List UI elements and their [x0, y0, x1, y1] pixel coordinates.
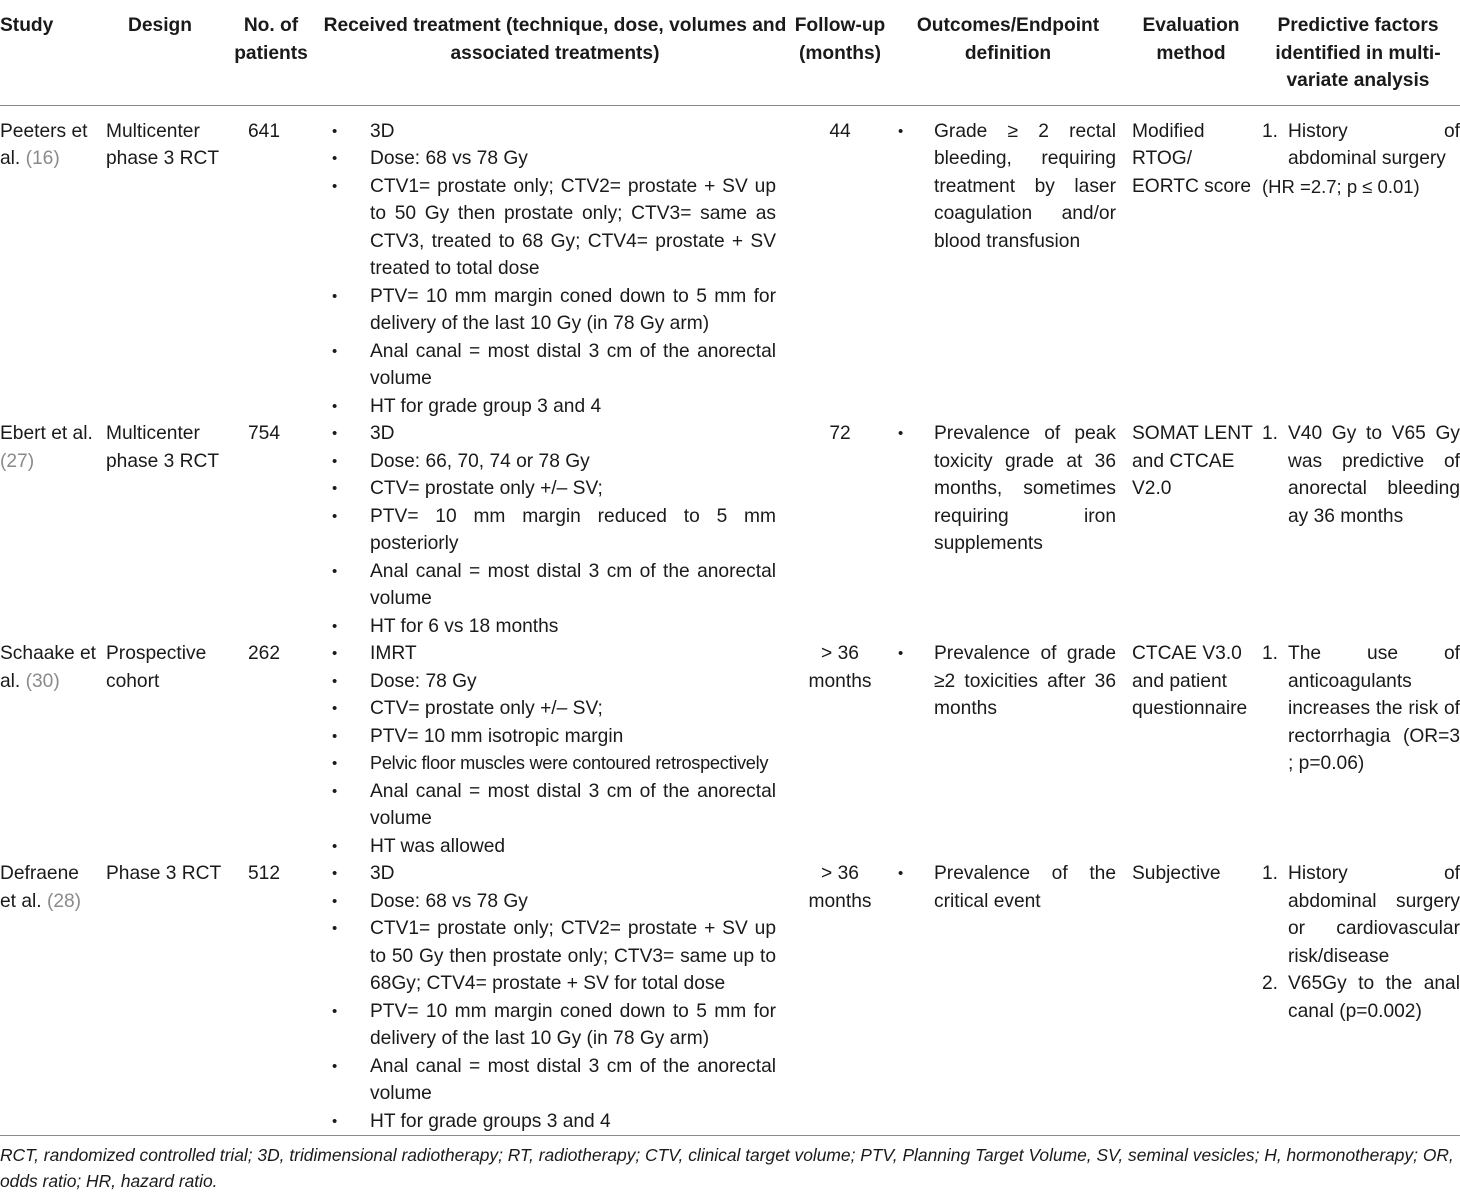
header-evaluation: Evaluation method	[1126, 0, 1256, 105]
predictive-cell	[1256, 420, 1460, 640]
treatment-item: • 3D	[320, 118, 790, 146]
table-row	[0, 420, 1460, 640]
reference-link[interactable]: (30)	[26, 671, 60, 692]
treatment-item: • HT was allowed	[320, 833, 790, 861]
outcome-item: • Grade ≥ 2 rectal bleeding, requiring treatment by laser coagulation and/or blood transfusion	[890, 118, 1126, 256]
study-name: Defraene et al.	[0, 863, 79, 912]
followup-cell: 72	[790, 420, 890, 640]
treatment-item: • IMRT	[320, 640, 790, 668]
design-cell: Multicenter phase 3 RCT	[98, 105, 222, 420]
treatment-item: • PTV= 10 mm isotropic margin	[320, 723, 790, 751]
reference-link[interactable]: (28)	[47, 891, 81, 912]
design-cell: Multicenter phase 3 RCT	[98, 420, 222, 640]
patients-cell: 754	[222, 420, 320, 640]
table-footnote: RCT, randomized controlled trial; 3D, tridimensional radiotherapy; RT, radiotherapy; CTV, clinical target volume; PTV, Planning Target Volume, SV, seminal vesicles; H, hormonotherapy; OR, odds ratio; HR, hazard ratio.	[0, 1136, 1460, 1194]
footnote-row	[0, 1136, 1460, 1194]
outcome-cell	[890, 420, 1126, 640]
outcome-cell	[890, 860, 1126, 1136]
header-patients: No. of patients	[222, 0, 320, 105]
treatment-item: • PTV= 10 mm margin coned down to 5 mm for delivery of the last 10 Gy (in 78 Gy arm)	[320, 283, 790, 338]
treatment-item: • Anal canal = most distal 3 cm of the anorectal volume	[320, 1053, 790, 1108]
treatment-item: • 3D	[320, 420, 790, 448]
treatment-item: • Anal canal = most distal 3 cm of the anorectal volume	[320, 338, 790, 393]
outcome-item: • Prevalence of the critical event	[890, 860, 1126, 915]
evaluation-cell: SOMAT LENT and CTCAE V2.0	[1126, 420, 1256, 640]
treatment-cell	[320, 105, 790, 420]
followup-cell: > 36 months	[790, 640, 890, 860]
study-cell	[0, 105, 98, 420]
treatment-cell	[320, 420, 790, 640]
treatment-item: • CTV1= prostate only; CTV2= prostate + SV up to 50 Gy then prostate only; CTV3= same as CTV3, treated to 68 Gy; CTV4= prostate + SV treated to total dose	[320, 173, 790, 283]
treatment-item: • Dose: 78 Gy	[320, 668, 790, 696]
study-cell	[0, 860, 98, 1136]
treatment-item: • PTV= 10 mm margin reduced to 5 mm posteriorly	[320, 503, 790, 558]
treatment-cell	[320, 860, 790, 1136]
predictive-item: 1. History of abdominal surgery or cardiovascular risk/disease	[1256, 860, 1460, 970]
table-row	[0, 860, 1460, 1136]
predictive-item: 1. History of abdominal surgery	[1256, 118, 1460, 173]
treatment-item: • Anal canal = most distal 3 cm of the anorectal volume	[320, 778, 790, 833]
patients-cell: 262	[222, 640, 320, 860]
predictive-cell	[1256, 640, 1460, 860]
followup-cell: > 36 months	[790, 860, 890, 1136]
header-study: Study	[0, 0, 98, 105]
treatment-item: • CTV1= prostate only; CTV2= prostate + SV up to 50 Gy then prostate only; CTV3= same up to 68Gy; CTV4= prostate + SV for total dose	[320, 915, 790, 998]
header-outcomes: Outcomes/Endpoint definition	[890, 0, 1126, 105]
treatment-item: • HT for grade groups 3 and 4	[320, 1108, 790, 1136]
outcome-item: • Prevalence of grade ≥2 toxicities after 36 months	[890, 640, 1126, 723]
followup-cell: 44	[790, 105, 890, 420]
table-row	[0, 640, 1460, 860]
header-design: Design	[98, 0, 222, 105]
design-cell: Prospective cohort	[98, 640, 222, 860]
treatment-item: • Anal canal = most distal 3 cm of the anorectal volume	[320, 558, 790, 613]
treatment-item: • PTV= 10 mm margin coned down to 5 mm for delivery of the last 10 Gy (in 78 Gy arm)	[320, 998, 790, 1053]
treatment-item: • 3D	[320, 860, 790, 888]
study-name: Peeters et al.	[0, 121, 87, 170]
predictive-note: (HR =2.7; p ≤ 0.01)	[1256, 173, 1460, 201]
treatment-item: • CTV= prostate only +/– SV;	[320, 695, 790, 723]
patients-cell: 512	[222, 860, 320, 1136]
table-row	[0, 105, 1460, 420]
treatment-item: • Dose: 68 vs 78 Gy	[320, 145, 790, 173]
design-cell: Phase 3 RCT	[98, 860, 222, 1136]
study-cell	[0, 420, 98, 640]
predictive-item: 1. The use of anticoagulants increases the risk of rectorrhagia (OR=3 ; p=0.06)	[1256, 640, 1460, 778]
header-predictive: Predictive factors identified in multi-variate analysis	[1256, 0, 1460, 105]
predictive-item: 2. V65Gy to the anal canal (p=0.002)	[1256, 970, 1460, 1025]
treatment-item: • Dose: 68 vs 78 Gy	[320, 888, 790, 916]
patients-cell: 641	[222, 105, 320, 420]
evaluation-cell: Modified RTOG/ EORTC score	[1126, 105, 1256, 420]
study-name: Ebert et al.	[0, 423, 93, 444]
treatment-cell	[320, 640, 790, 860]
study-name: Schaake et al.	[0, 643, 96, 692]
evaluation-cell: CTCAE V3.0 and patient questionnaire	[1126, 640, 1256, 860]
header-row	[0, 0, 1460, 105]
predictive-cell	[1256, 105, 1460, 420]
evaluation-cell: Subjective	[1126, 860, 1256, 1136]
study-cell	[0, 640, 98, 860]
treatment-item: • Dose: 66, 70, 74 or 78 Gy	[320, 448, 790, 476]
outcome-cell	[890, 105, 1126, 420]
treatment-item: • Pelvic floor muscles were contoured retrospectively	[320, 750, 790, 778]
treatment-item: • HT for 6 vs 18 months	[320, 613, 790, 641]
predictive-item: 1. V40 Gy to V65 Gy was predictive of anorectal bleeding ay 36 months	[1256, 420, 1460, 530]
reference-link[interactable]: (27)	[0, 451, 34, 472]
treatment-item: • CTV= prostate only +/– SV;	[320, 475, 790, 503]
header-treatment: Received treatment (technique, dose, volumes and associated treatments)	[320, 0, 790, 105]
outcome-item: • Prevalence of peak toxicity grade at 36 months, sometimes requiring iron supplements	[890, 420, 1126, 558]
header-followup: Follow-up (months)	[790, 0, 890, 105]
reference-link[interactable]: (16)	[26, 148, 60, 169]
predictive-cell	[1256, 860, 1460, 1136]
treatment-item: • HT for grade group 3 and 4	[320, 393, 790, 421]
outcome-cell	[890, 640, 1126, 860]
